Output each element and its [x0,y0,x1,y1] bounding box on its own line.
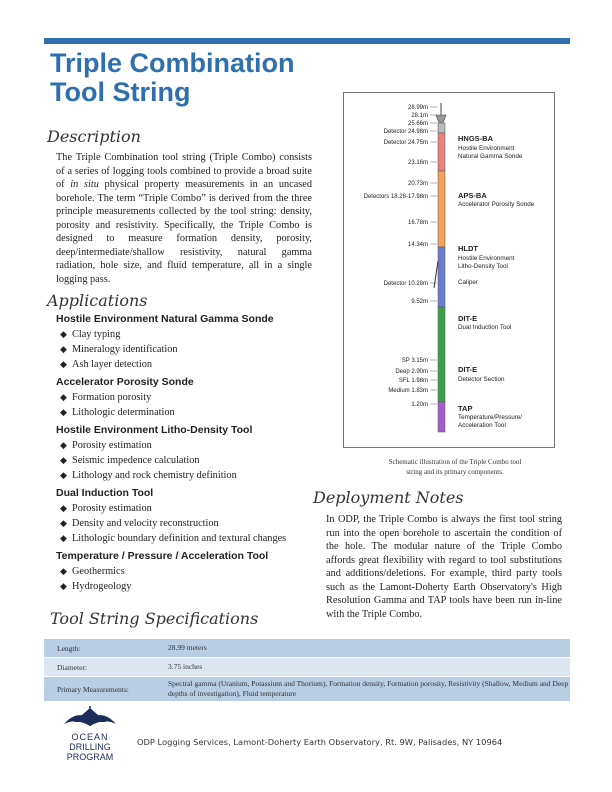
spec-label: Length: [57,643,81,653]
diamond-bullet-icon: ◆ [60,566,67,576]
title-line-1: Triple Combination [50,48,295,78]
list-item-text: Lithologic determination [72,407,175,418]
tool-desc: Natural Gamma Sonde [458,153,523,160]
tool-section-tap [438,402,445,432]
logo-line-3: PROGRAM [66,752,114,762]
depth-ticks [430,107,437,404]
diamond-bullet-icon: ◆ [60,392,67,402]
app-group-title-hngs: Hostile Environment Natural Gamma Sonde [56,313,274,325]
tool-desc: Acceleration Tool [458,422,506,429]
list-item [60,327,178,342]
diamond-bullet-icon: ◆ [60,533,67,543]
description-text-italic: in situ [70,179,99,190]
list-item [60,453,237,468]
tool-desc: Hostile Environment [458,255,515,262]
depth-label: 14.34m [407,242,428,248]
app-group-title-dit: Dual Induction Tool [56,487,154,499]
deployment-heading: Deployment Notes [313,488,464,507]
tool-string-svg [344,93,554,447]
specs-table [44,639,570,702]
list-item-text: Ash layer detection [72,359,153,370]
caliper-label: Caliper [458,279,478,286]
description-text [56,151,312,286]
list-item-text: Seismic impedence calculation [72,455,200,466]
app-group-title-aps: Accelerator Porosity Sonde [56,376,194,388]
list-item-text: Porosity estimation [72,503,152,514]
tool-desc: Accelerator Porosity Sonde [458,201,535,208]
depth-label: Medium 1.83m [388,388,428,394]
app-list-aps [60,390,175,420]
list-item [60,531,286,546]
page-title [50,49,295,107]
tool-section-hngs [438,133,445,171]
list-item-text: Lithology and rock chemistry definition [72,470,237,481]
list-item [60,516,286,531]
spec-label: Primary Measurements: [57,684,129,694]
tool-name: HLDT [458,244,478,253]
diamond-bullet-icon: ◆ [60,407,67,417]
depth-label: Deep 2.90m [395,369,428,375]
app-group-title-hldt: Hostile Environment Litho-Density Tool [56,424,253,436]
diamond-bullet-icon: ◆ [60,581,67,591]
list-item-text: Mineralogy identification [72,344,178,355]
list-item-text: Formation porosity [72,392,152,403]
list-item [60,579,131,594]
diamond-bullet-icon: ◆ [60,470,67,480]
depth-label: 16.78m [407,220,428,226]
spec-value: 28.99 meters [168,643,207,652]
applications-heading: Applications [47,291,148,310]
list-item-text: Lithologic boundary definition and textural changes [72,533,287,544]
depth-label: Detector 24.98m [383,129,428,135]
description-text-a: The Triple Combination tool string (Triple Combo) consists of a series of logging tools combined to provide a broad suite of [56,152,312,190]
footer-address: ODP Logging Services, Lamont-Doherty Earth Observatory, Rt. 9W, Palisades, NY 10964 [137,737,503,747]
logo-icon [60,706,120,768]
tool-name: HNGS-BA [458,134,493,143]
tool-name: APS-BA [458,191,487,200]
tool-desc: Dual Induction Tool [458,324,512,331]
depth-label: 23.16m [407,160,428,166]
tool-desc: Hostile Environment [458,145,515,152]
app-list-tap [60,564,131,594]
caliper-arm [434,261,438,288]
tool-desc: Litho-Density Tool [458,263,508,270]
top-accent-bar [44,38,570,44]
tool-desc: Temperature/Pressure/ [458,414,523,421]
tool-name: DIT-E [458,365,478,374]
depth-label: 9.52m [411,299,428,305]
app-list-dit [60,501,286,546]
tool-desc: Detector Section [458,376,505,383]
depth-label: SFL 1.98m [398,378,428,384]
list-item [60,405,175,420]
list-item-text: Clay typing [72,329,121,340]
description-text-b: physical property measurements in an uncased borehole. The term “Triple Combo” is derived from the three principle measurements collected by the tool string: density, porosity and resistivity. Specifically, the Triple Combo is designed to measure formation density, porosity, deep/intermediate/shallow resistivity, natural gamma radiation, hole size, and fluid temperature, all in a single logging pass. [56,179,312,285]
table-row [44,658,570,677]
spec-value: Spectral gamma (Uranium, Potassium and Thorium), Formation density, Formation porosity, Resistivity (Shallow, Medium and Deep depths of investigation), Fluid temperature [168,679,569,698]
list-item-text: Hydrogeology [72,581,132,592]
list-item-text: Porosity estimation [72,440,152,451]
title-line-2: Tool String [50,77,191,107]
depth-label: Detector 10.28m [383,281,428,287]
diamond-bullet-icon: ◆ [60,359,67,369]
list-item [60,357,178,372]
app-list-hldt [60,438,237,483]
depth-label: 28.99m [407,105,428,111]
specs-heading: Tool String Specifications [50,609,259,628]
app-list-hngs [60,327,178,372]
list-item [60,501,286,516]
depth-label: 28.1m [411,113,428,119]
depth-label: 20.73m [407,181,428,187]
tool-name: TAP [458,404,473,413]
app-group-title-tap: Temperature / Pressure / Acceleration Tool [56,550,269,562]
spec-label: Diameter: [57,662,87,672]
list-item [60,438,237,453]
depth-label: 1.20m [411,402,428,408]
deployment-text: In ODP, the Triple Combo is always the first tool string run into the open borehole to ascertain the condition of the hole. The modular nature of the Triple Combo affords great flexibility with regard to tool substitutions and additions/deletions. For example, third party tools such as the Lamont-Doherty Earth Observatory's High Resolution Gamma and TAP tools have been run in-line with the Triple Combo. [326,514,562,620]
diamond-bullet-icon: ◆ [60,503,67,513]
depth-label: 25.66m [407,121,428,127]
logo-line-2: DRILLING [69,742,111,752]
diamond-bullet-icon: ◆ [60,329,67,339]
description-heading: Description [47,127,141,146]
list-item [60,468,237,483]
diamond-bullet-icon: ◆ [60,440,67,450]
depth-label: Detector 24.75m [383,140,428,146]
cable-head [436,115,446,123]
diamond-bullet-icon: ◆ [60,518,67,528]
depth-label: SP 3.15m [401,358,428,364]
diamond-bullet-icon: ◆ [60,344,67,354]
list-item [60,342,178,357]
table-row [44,639,570,658]
ocean-drilling-program-logo [60,706,120,768]
spec-value: 3.75 inches [168,662,203,671]
list-item [60,390,175,405]
tool-head-section [438,123,445,133]
tool-section-aps [438,171,445,247]
tool-name: DIT-E [458,314,478,323]
list-item-text: Geothermics [72,566,125,577]
tool-string-diagram [343,92,555,448]
table-row [44,677,570,702]
depth-label: Detectors 18.28-17.98m [363,194,428,200]
list-item [60,564,131,579]
tool-section-dit [438,307,445,402]
logo-line-1: OCEAN [71,732,109,742]
list-item-text: Density and velocity reconstruction [72,518,219,529]
diagram-caption: Schematic illustration of the Triple Combo tool string and its primary components. [388,458,522,476]
tool-section-hldt [438,247,445,307]
diamond-bullet-icon: ◆ [60,455,67,465]
